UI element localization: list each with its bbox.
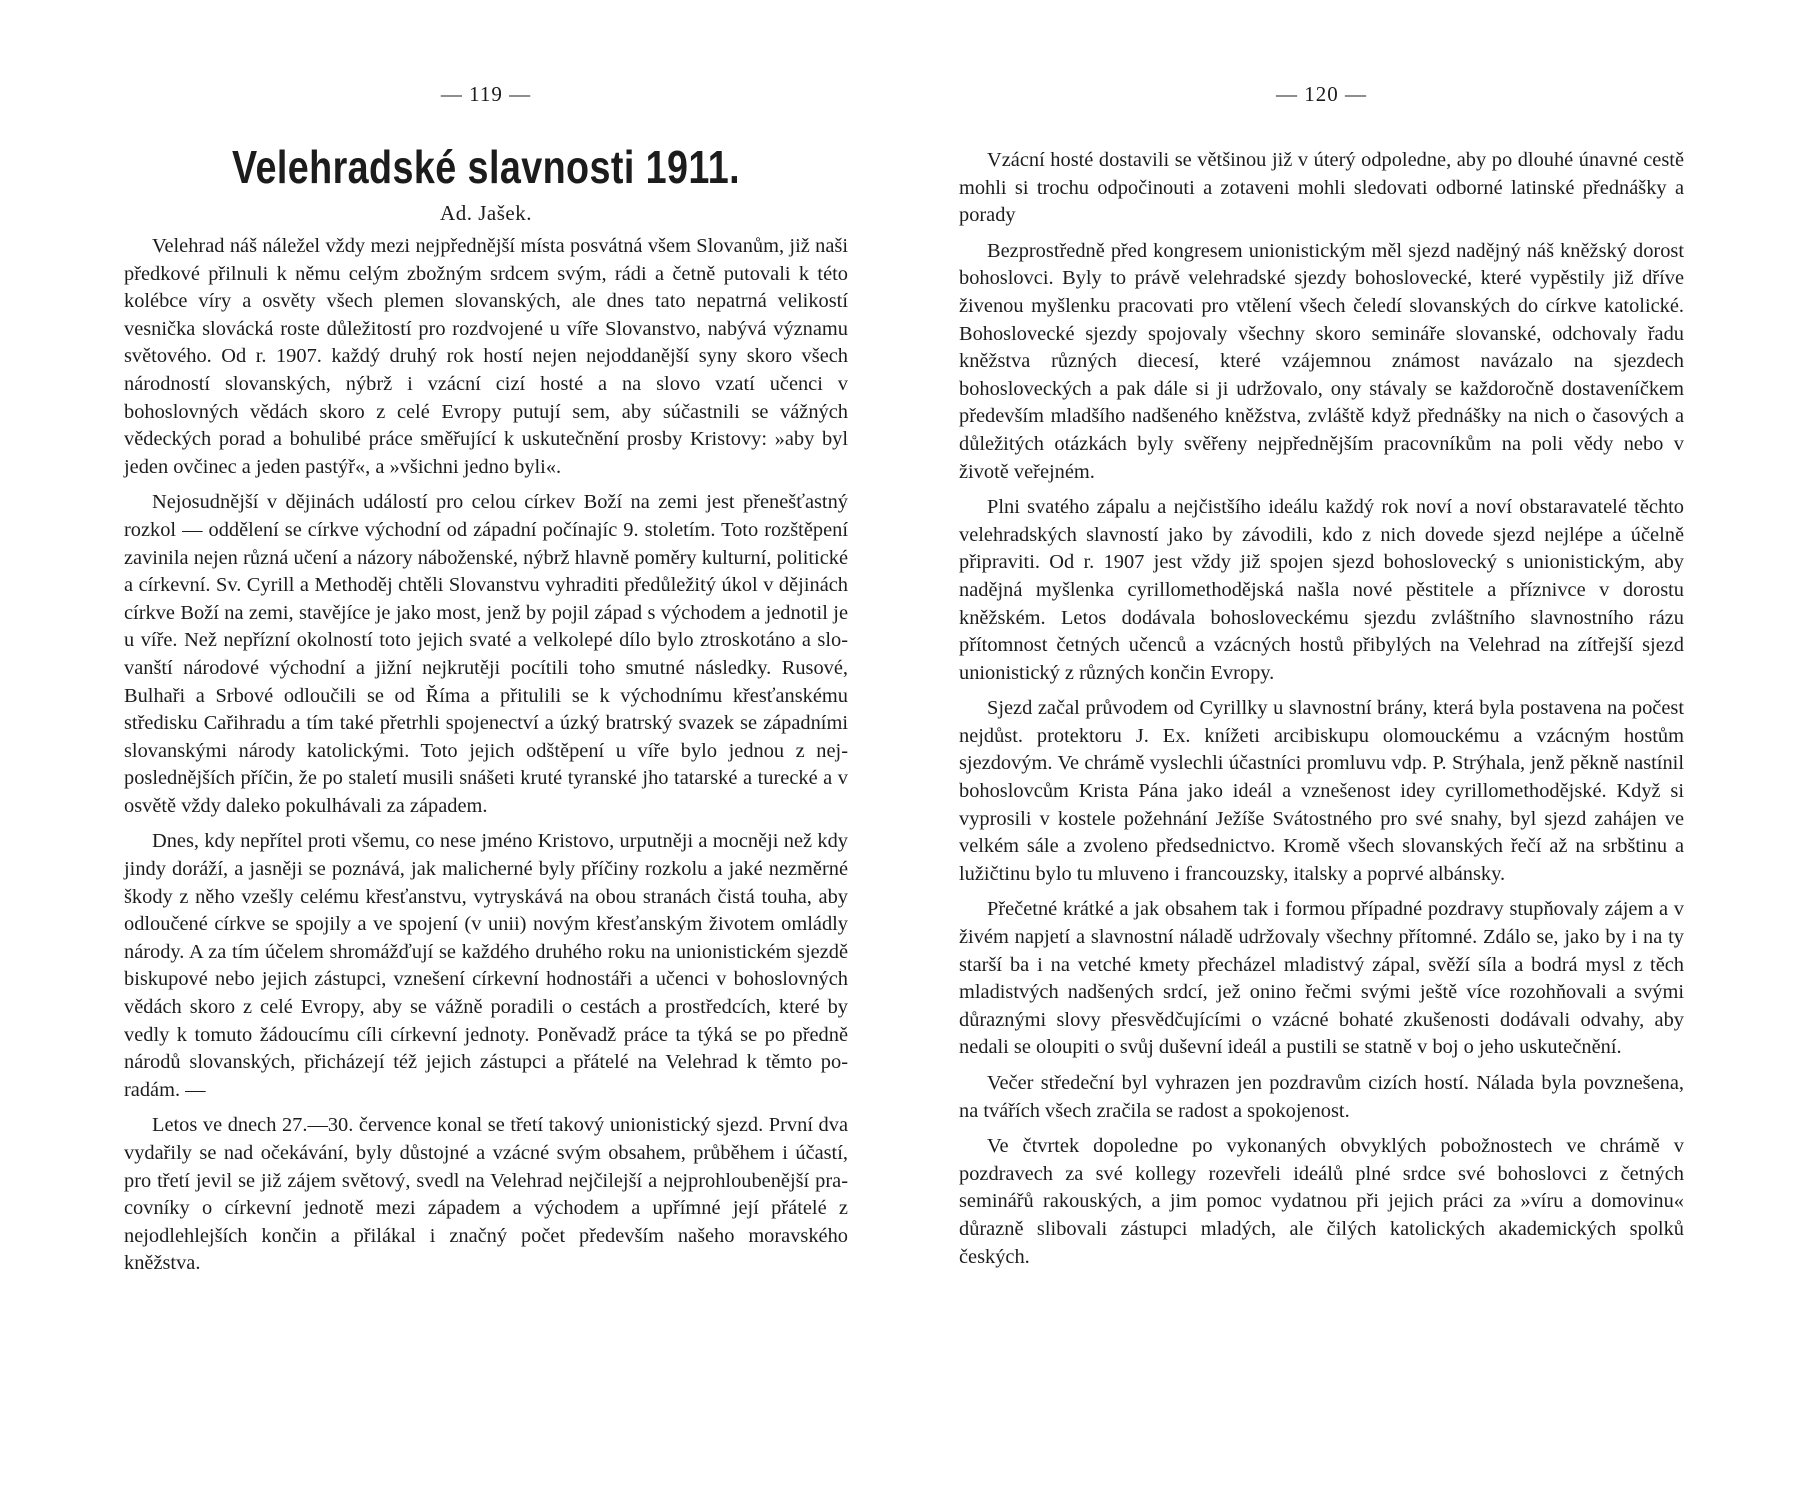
paragraph: Plni svatého zápalu a nejčistšího ideálu každý rok noví a noví obstaravatelé těchto velehradských slavností jako by závodili, kdo z nich dovede sjezd nejlépe a účelně připraviti. Od r. 1907 jest vždy již spojen sjezd bohoslovecký s unionistickým, aby nadějná myšlenka cyrillomethodějská našla nové pěstitele a příznivce v dorostu kněžském. Letos dodávala bohosloveckému sjezdu zvláštního slavnostního rázu přítomnost četných učenců a vzácných hostů přibylých na Velehrad na zítřejší sjezd unionistický z různých končin Evropy. xyxy=(959,496,1684,684)
page-number: — 119 — xyxy=(440,82,532,106)
paragraph: Přečetné krátké a jak obsahem tak i formou případné pozdravy stupňovaly zájem a v živém napjetí a slavnostní náladě udržovaly všechny přítomné. Zdálo se, jako by i na ty starší ba i na vetché kmety přecházel mladistvý zápal, svěží síla a bodrá mysl z těch mladistvých nadšených srdcí, jež onino řečmi svými ještě více rozohňovali a svými důraznými slovy přesvědčujícími o vzácné bohaté zkušenosti dodávali odvahy, aby nedali se oloupiti o svůj duševní ideál a pustili se statně v boj o jeho uskutečnění. xyxy=(959,898,1684,1059)
article-title: Velehradské slavnosti 1911. xyxy=(231,141,741,193)
paragraph: Ve čtvrtek dopoledne po vykonaných obvyklých pobožnostech ve chrámě v pozdravech za své kollegy rozevřeli ideálů plné srdce své bohoslovci z četných seminářů rakouských, a jim pomoc vydatnou při jejich práci za »víru a domovinu« důrazně slibovali zástupci mladých, ale čilých katolických akademických spolků českých. xyxy=(959,1135,1684,1268)
paragraph: Večer středeční byl vyhrazen jen pozdravům cizích hostí. Nálada byla povznešena, na tvářích všech zračila se radost a spokojenost. xyxy=(959,1072,1684,1122)
paragraph: Bezprostředně před kongresem unionistickým měl sjezd nadějný náš kněžský dorost bohoslovci. Byly to právě velehradské sjezdy bohoslovecké, které vypěstily již dříve živenou myšlenku pracovati pro vtělení všech čeledí slovanských do církve katolické. Bohoslovecké sjezdy spojovaly všechny skoro semináře slovanské, odchovaly řadu kněžstva různých diecesí, které vzájemnou známost navázalo na sjezdech bohosloveckých a pak dále si ji udržovalo, ony stávaly se každoročně dostaveníčkem především mladšího nadšeného kněžstva, zvláště když přednášky na nich o časových a důležitých otázkách byly svěřeny nejpřednějším pracovníkům na poli vědy nebo v životě veřejném. xyxy=(959,239,1684,483)
article-author: Ad. Jašek. xyxy=(440,201,532,225)
page-number: — 120 — xyxy=(1276,82,1367,106)
left-page-body xyxy=(124,233,848,1286)
paragraph: Nejosudnější v dějinách událostí pro celou církev Boží na zemi jest přenešťastný rozkol — oddělení se církve východní od západní počínajíc 9. stoletím. Toto rozštěpení zavinila nejen různá učení a názory náboženské, nýbrž hlavně poměry kulturní, politické a církevní. Sv. Cyrill a Methoděj chtěli Slovanstvu vyhraditi předůležitý úkol v dějinách církve Boží na zemi, stavějíce je jako most, jenž by pojil západ s východem a jednotil je u víře. Než nepřízní okolností toto jejich svaté a velkolepé dílo bylo ztroskotáno a slovanští národové východní a jižní nejkrutěji pocítili toho smutné následky. Rusové, Bulhaři a Srbové odloučili se od Říma a přitulili se k východnímu křesťanskému středisku Cařihradu a tím také přetrhli spojenectví a úzký bratrský svazek se západními slovanskými národy katolickými. Toto jejich odštěpení u víře bylo jednou z nejposlednějších příčin, že po staletí musili snášeti kruté tyranské jho tatarské a turecké a v osvětě vždy daleko pokulhávali za západem. xyxy=(124,491,848,817)
paragraph: Dnes, kdy nepřítel proti všemu, co nese jméno Kristovo, urputněji a mocněji než kdy jindy doráží, a jasněji se poznává, jak malicherné byly příčiny rozkolu a jaké nezměrné škody z něho vzešly celému křesťanstvu, vytryskává na obou stranách čistá touha, aby odloučené církve se spojily a ve spojení (v unii) novým křesťanským životem omládly národy. A za tím účelem shromážďují se každého druhého roku na unionistickém sjezdě biskupové nebo jejich zástupci, vznešení církevní hodnostáři a učenci v bohoslovných vědách skoro z celé Evropy, aby se vážně poradili o cestách a prostředcích, které by vedly k tomuto žádoucímu cíli církevní jednoty. Poněvadž práce ta týká se po předně národů slovanských, přicházejí též jejich zástupci a přátelé na Velehrad k těmto poradám. — xyxy=(124,830,848,1101)
paragraph: Sjezd začal průvodem od Cyrillky u slavnostní brány, která byla postavena na počest nejdůst. protektoru J. Ex. knížeti arcibiskupu olomouckému a vzácným hostům sjezdovým. Ve chrámě vyslechli účastníci promluvu vdp. P. Strýhala, jenž pěkně nastínil bohoslovcům Krista Pána jako ideál a vznešenost idey cyrillomethodějské. Když si vyprosili v kostele požehnání Ježíše Svátostného pro své snahy, byl sjezd zahájen ve velkém sále a zvoleno předsednictvo. Kromě všech slovanských řečí až na srbštinu a lužičtinu bylo tu mluveno i francouzsky, italsky a poprvé albánsky. xyxy=(959,697,1684,885)
paragraph: Letos ve dnech 27.—30. července konal se třetí takový unionistický sjezd. První dva vydařily se nad očekávání, byly důstojné a vzácné svým obsahem, průběhem i účastí, pro třetí jevil se již zájem světový, svedl na Velehrad nejčilejší a nejprohloubenější pracovníky o církevní jednotě mezi západem a východem a upřímné její přátelé z nejodlehlejších končin a přilákal i značný počet především našeho moravského kněžstva. xyxy=(124,1114,848,1275)
right-page-body xyxy=(959,147,1684,1279)
paragraph: Velehrad náš náležel vždy mezi nejpřednější místa posvátná všem Slovanům, již naši předkové přilnuli k němu celým zbožným srdcem svým, rádi a četně putovali k této kolébce víry a osvěty všech plemen slovanských, ale dnes tato nepatrná velikostí vesnička slovácká roste důležitostí pro rozdvojené u víře Slovanstvo, nabývá významu světového. Od r. 1907. každý druhý rok hostí nejen nejoddanější syny skoro všech národností slovanských, nýbrž i vzácní cizí hosté a na slovo vzatí učenci v bohoslovných vědách skoro z celé Evropy putují sem, aby súčastnili se vážných vědeckých porad a bohulibé práce směřující k uskutečnění prosby Kristovy: »aby byl jeden ovčinec a jeden pastýř«, a »všichni jedno byli«. xyxy=(124,235,848,478)
paragraph: Vzácní hosté dostavili se většinou již v úterý odpoledne, aby po dlouhé únavné cestě mohli si trochu odpočinouti a zotaveni mohli sledovati odborné latinské přednášky a porady xyxy=(959,149,1684,227)
